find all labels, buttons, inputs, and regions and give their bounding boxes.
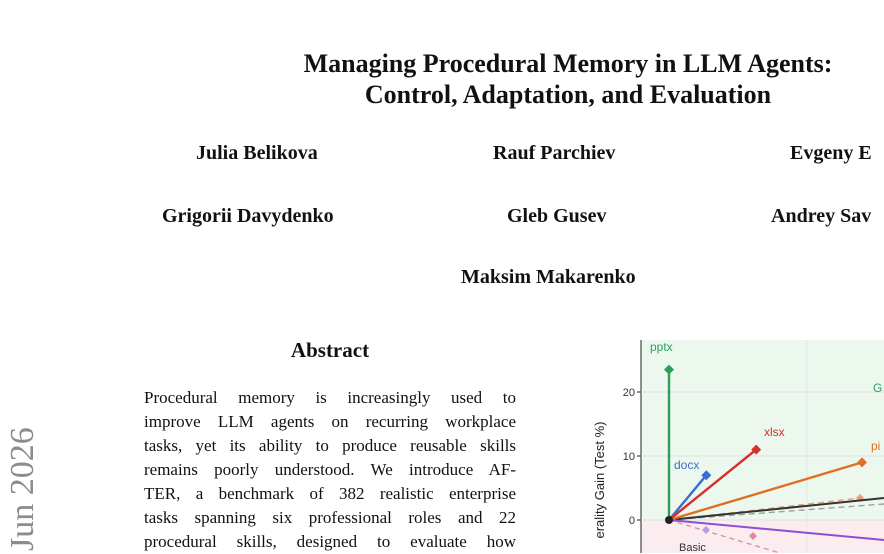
label-docx: docx [674, 458, 700, 472]
y-tick-label: 0 [628, 515, 635, 527]
author-name: Maksim Makarenko [461, 266, 636, 288]
y-tick-label: 10 [622, 451, 635, 463]
author-name: Gleb Gusev [507, 205, 607, 227]
author-name: Grigorii Davydenko [162, 205, 334, 227]
abstract-line: Procedural memory is increasingly used to [144, 388, 516, 407]
abstract-line: tasks spanning six professional roles and 22 [144, 508, 516, 527]
paper-title [268, 48, 868, 110]
abstract-body [144, 386, 516, 554]
side-date-text: Jun 2026 [4, 427, 41, 551]
title-line-2: Control, Adaptation, and Evaluation [364, 80, 772, 109]
arxiv-side-stamp [0, 395, 42, 553]
abstract-line: remains poorly understood. We introduce AF- [144, 460, 516, 479]
abstract-line: tasks, yet its ability to produce reusable skills [144, 436, 516, 455]
y-tick-label: 20 [622, 387, 635, 399]
label-g: G [873, 381, 883, 395]
y-tick-labels [623, 387, 641, 527]
label-pi: pi [871, 439, 881, 453]
label-basic: Basic [679, 542, 706, 553]
abstract-line: procedural skills, designed to evaluate how [144, 532, 516, 551]
figure-chart [580, 330, 884, 553]
abstract-line: improve LLM agents on recurring workplace [144, 412, 516, 431]
author-name: Julia Belikova [196, 142, 318, 164]
title-line-1: Managing Procedural Memory in LLM Agents: [303, 49, 833, 78]
y-axis-label: erality Gain (Test %) [592, 421, 607, 539]
label-xlsx: xlsx [764, 425, 785, 439]
origin-point [665, 516, 673, 524]
abstract-heading: Abstract [290, 338, 370, 362]
label-pptx: pptx [650, 340, 673, 354]
author-name: Evgeny E [790, 142, 872, 164]
abstract-line: TER, a benchmark of 382 realistic enterprise [144, 484, 516, 503]
author-name: Andrey Sav [771, 205, 872, 227]
author-name: Rauf Parchiev [493, 142, 616, 164]
